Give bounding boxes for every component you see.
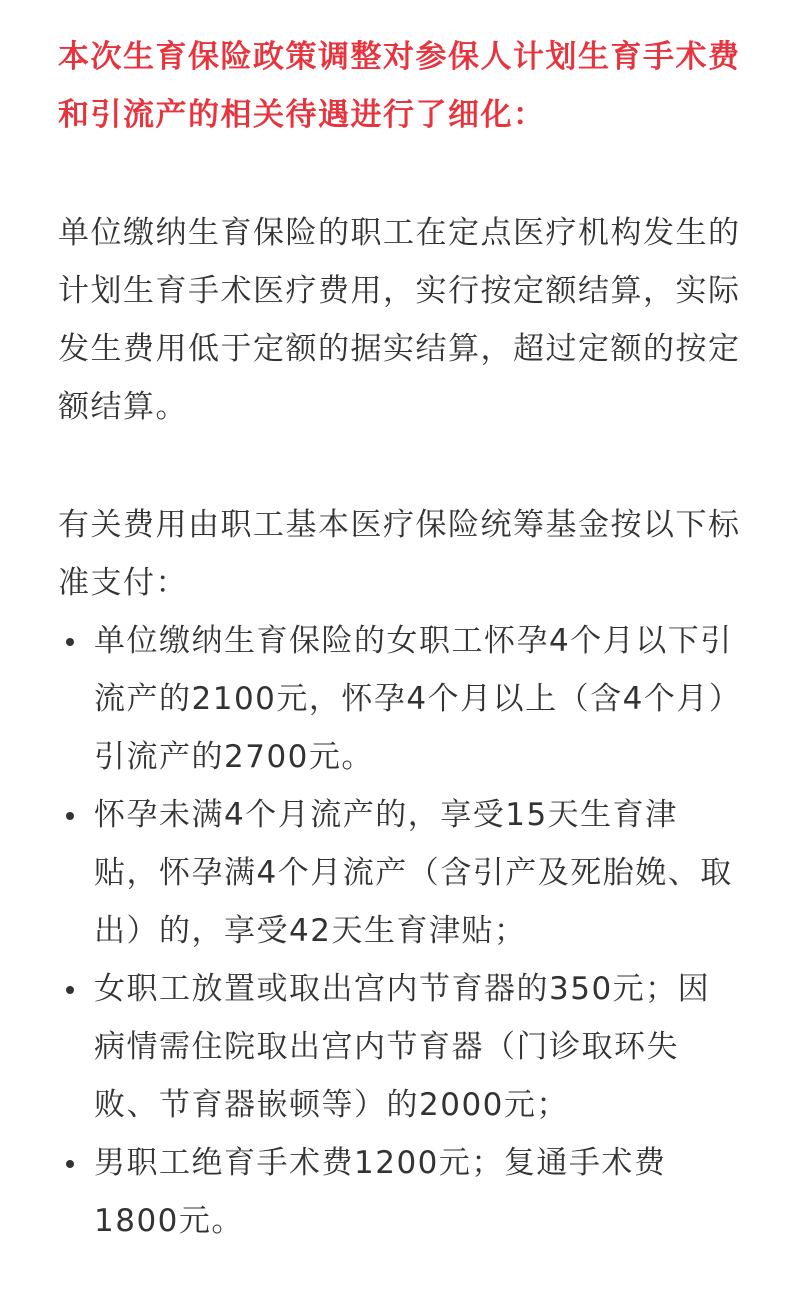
bullet-dot-icon: [66, 1160, 74, 1168]
bullet-dot-icon: [66, 812, 74, 820]
paragraph-payment-standard: 有关费用由职工基本医疗保险统筹基金按以下标准支付：: [58, 507, 741, 601]
list-item-text: 女职工放置或取出宫内节育器的350元；因病情需住院取出宫内节育器（门诊取环失败、节育器嵌顿等）的2000元；: [94, 971, 711, 1123]
bullet-dot-icon: [66, 638, 74, 646]
payment-standard-list: [58, 612, 742, 1250]
list-item: [58, 786, 742, 960]
paragraph-settlement: 单位缴纳生育保险的职工在定点医疗机构发生的计划生育手术医疗费用，实行按定额结算，实际发生费用低于定额的据实结算，超过定额的按定额结算。: [58, 215, 741, 425]
bullet-dot-icon: [66, 986, 74, 994]
list-item: [58, 612, 742, 786]
list-item: [58, 1134, 742, 1250]
list-item-text: 单位缴纳生育保险的女职工怀孕4个月以下引流产的2100元，怀孕4个月以上（含4个月）引流产的2700元。: [94, 623, 742, 775]
list-item: [58, 960, 742, 1134]
list-item-text: 怀孕未满4个月流产的，享受15天生育津贴，怀孕满4个月流产（含引产及死胎娩、取出）的，享受42天生育津贴；: [94, 797, 733, 949]
section-heading: 本次生育保险政策调整对参保人计划生育手术费和引流产的相关待遇进行了细化：: [58, 39, 741, 133]
list-item-text: 男职工绝育手术费1200元；复通手术费1800元。: [94, 1145, 667, 1239]
